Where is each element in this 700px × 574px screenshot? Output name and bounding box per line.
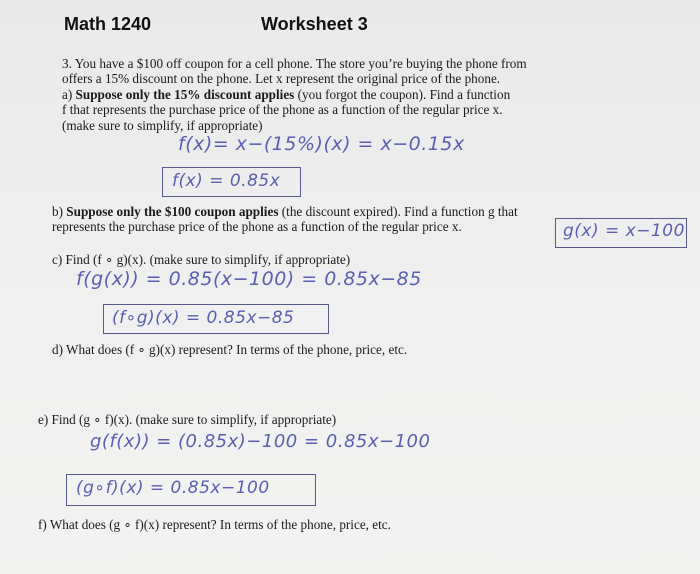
problem-intro-line-1: 3. You have a $100 off coupon for a cell phone. The store you’re buying the phone from bbox=[62, 56, 527, 71]
part-e-handwritten-work: g(f(x)) = (0.85x)−100 = 0.85x−100 bbox=[90, 431, 431, 452]
part-b-rest: (the discount expired). Find a function g that bbox=[278, 204, 518, 219]
part-c-question: c) Find (f ∘ g)(x). (make sure to simplify, if appropriate) bbox=[52, 252, 351, 267]
part-a-line-3: (make sure to simplify, if appropriate) bbox=[62, 118, 263, 133]
part-f-question: f) What does (g ∘ f)(x) represent? In terms of the phone, price, etc. bbox=[38, 517, 391, 532]
part-b-bold: Suppose only the $100 coupon applies bbox=[66, 204, 279, 219]
part-b-line-1 bbox=[52, 204, 518, 219]
part-a-prefix: a) bbox=[62, 87, 76, 102]
bleed-through-text bbox=[22, 40, 27, 60]
part-d-question: d) What does (f ∘ g)(x) represent? In terms of the phone, price, etc. bbox=[52, 342, 408, 357]
part-b-handwritten-answer: g(x) = x−100 bbox=[563, 221, 685, 241]
course-title: Math 1240 bbox=[64, 14, 152, 34]
part-a-line-1 bbox=[62, 87, 510, 102]
part-a-handwritten-answer: f(x) = 0.85x bbox=[172, 171, 281, 191]
problem-intro-line-2: offers a 15% discount on the phone. Let x represent the original price of the phone. bbox=[62, 71, 501, 86]
part-a-bold: Suppose only the 15% discount applies bbox=[75, 87, 295, 102]
part-a-line-2: f that represents the purchase price of the phone as a function of the regular price x. bbox=[62, 102, 503, 117]
part-c-handwritten-work: f(g(x)) = 0.85(x−100) = 0.85x−85 bbox=[76, 268, 422, 290]
part-c-handwritten-answer: (f∘g)(x) = 0.85x−85 bbox=[112, 308, 295, 328]
part-a-handwritten-work: f(x)= x−(15%)(x) = x−0.15x bbox=[178, 133, 465, 155]
worksheet-title: Worksheet 3 bbox=[261, 14, 368, 34]
part-b-line-2: represents the purchase price of the phone as a function of the regular price x. bbox=[52, 219, 462, 234]
part-b-prefix: b) bbox=[52, 204, 67, 219]
part-a-rest: (you forgot the coupon). Find a function bbox=[294, 87, 511, 102]
part-e-question: e) Find (g ∘ f)(x). (make sure to simplify, if appropriate) bbox=[38, 412, 337, 427]
part-e-handwritten-answer: (g∘f)(x) = 0.85x−100 bbox=[76, 478, 270, 498]
